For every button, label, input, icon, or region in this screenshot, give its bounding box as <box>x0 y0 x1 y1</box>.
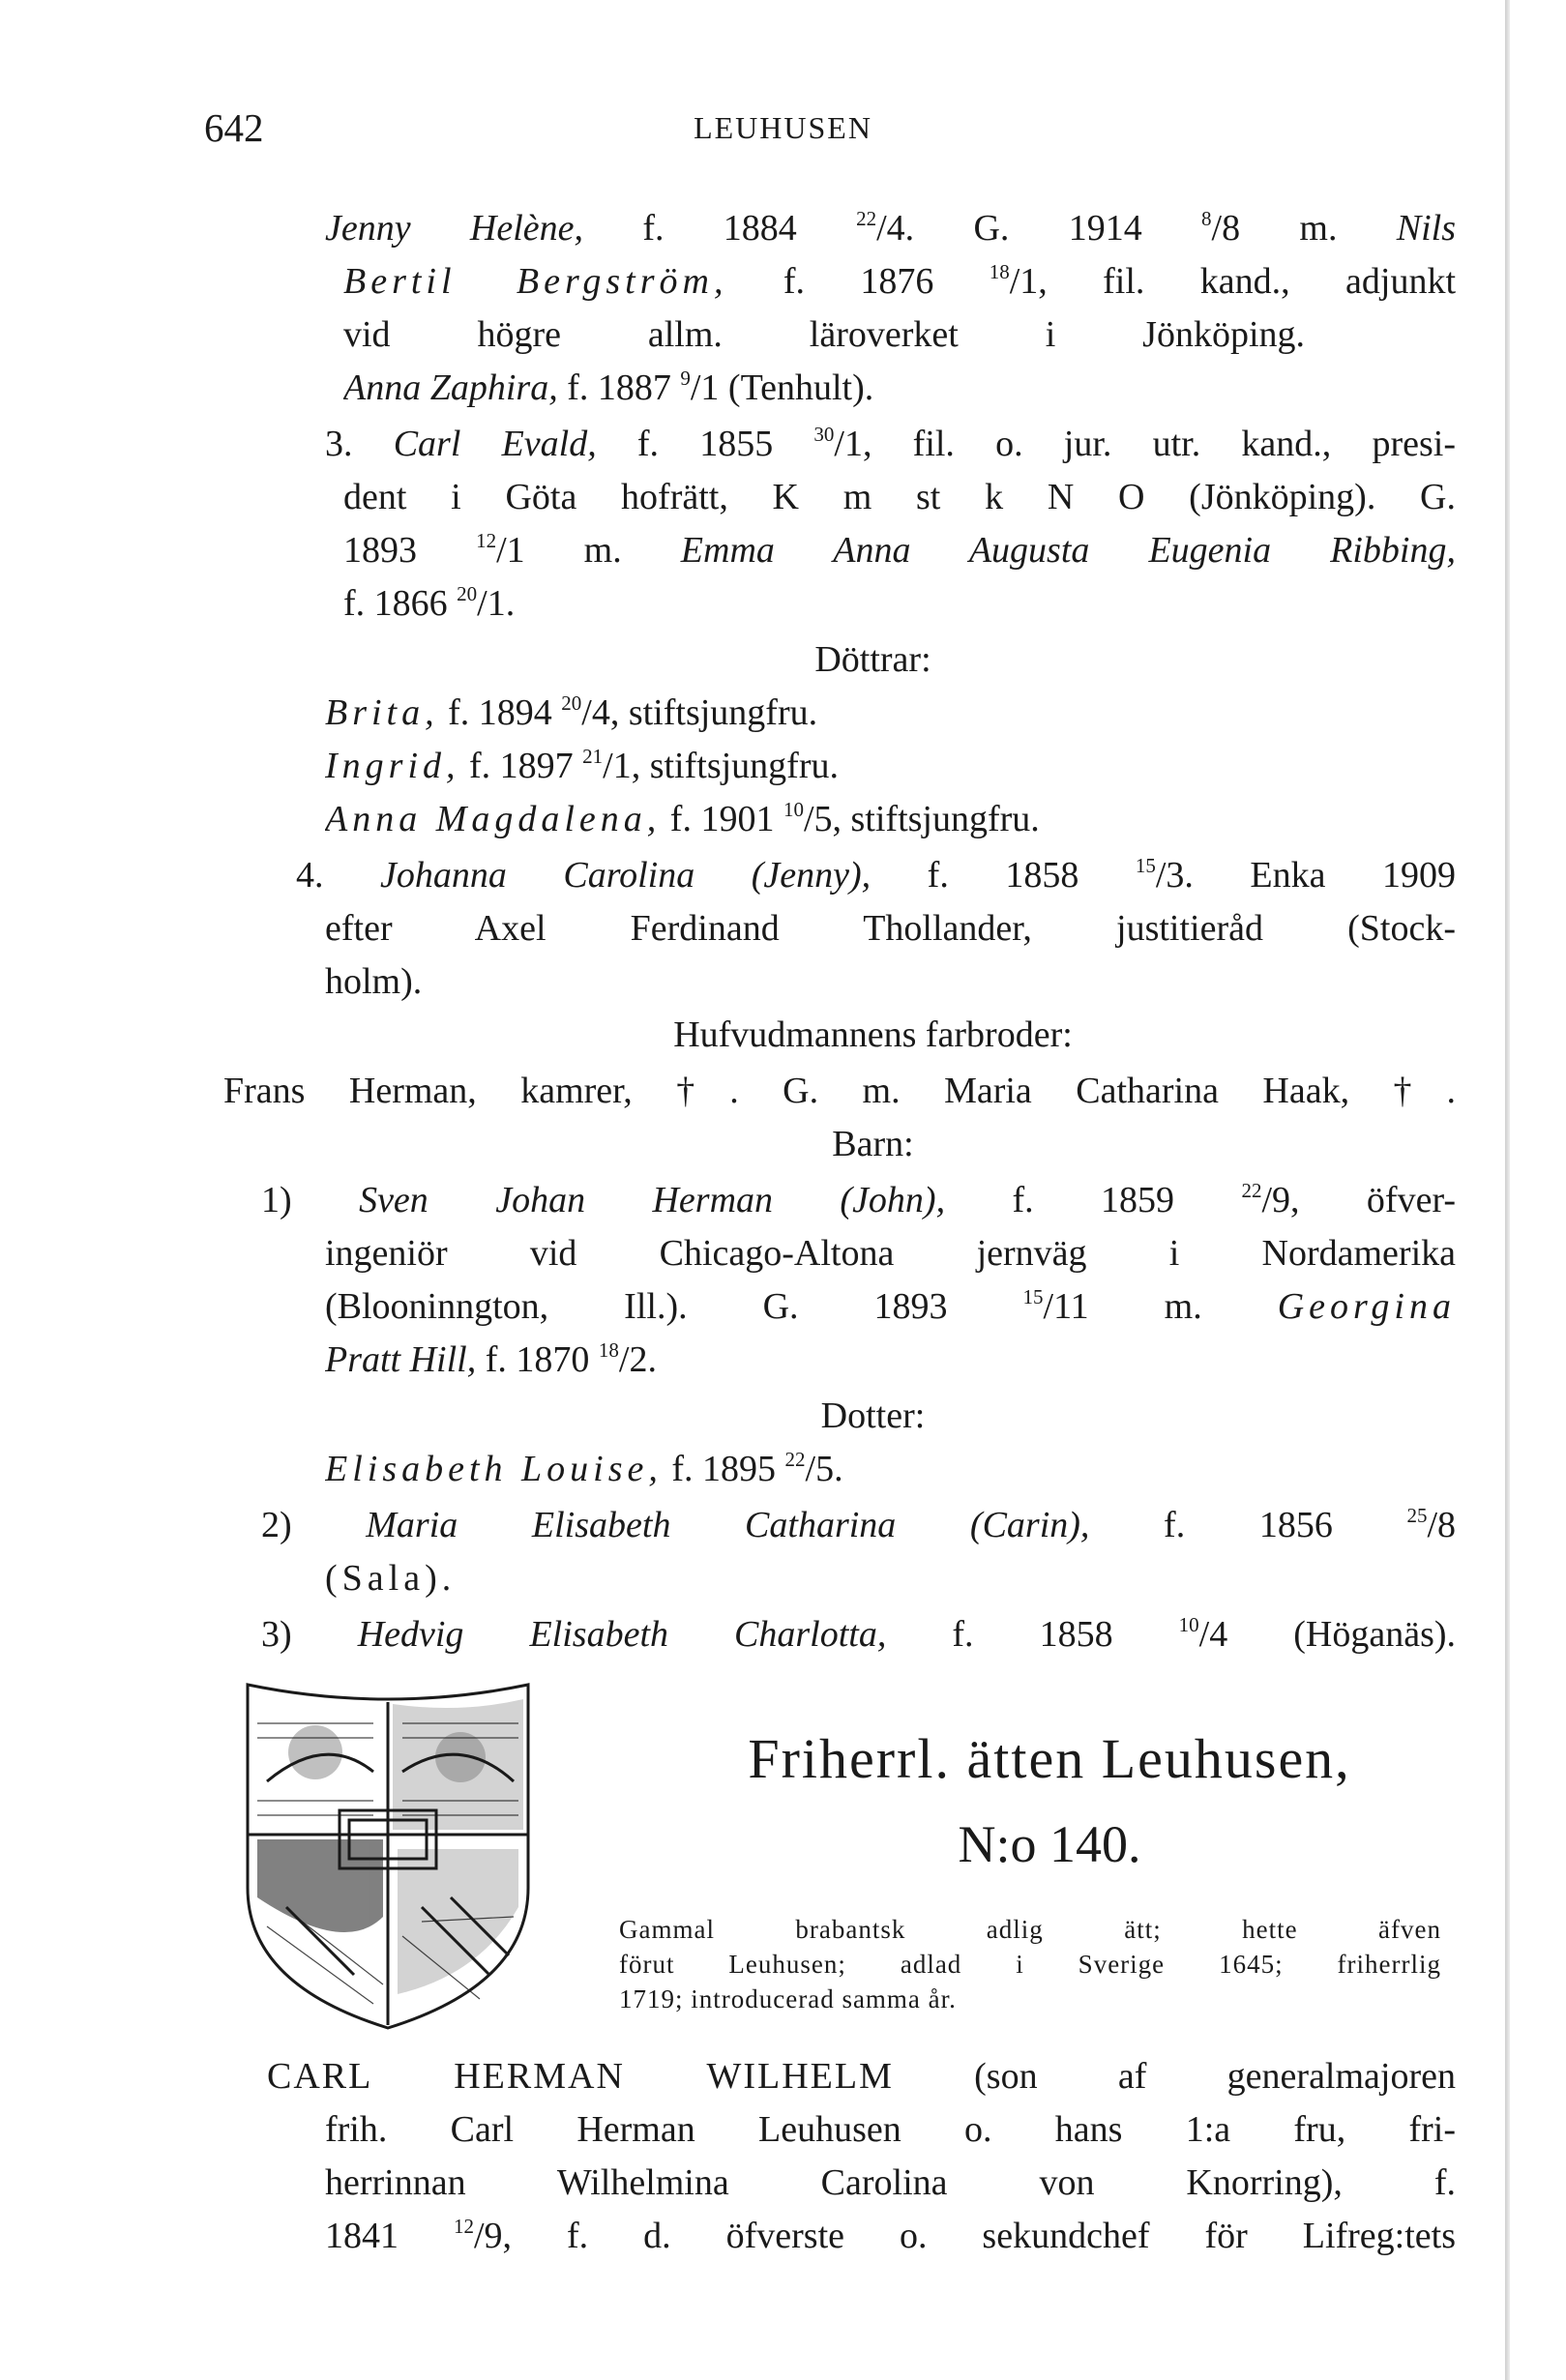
entry-line: Anna Zaphira, f. 1887 $^9$/1 (Tenhult). <box>343 367 874 408</box>
entry-line: Bertil Bergström, f. 1876 $^{18}$/1, fil. kand., adjunkt <box>343 260 1456 302</box>
page-edge <box>1505 0 1510 2380</box>
entry-line: Elisabeth Louise, f. 1895 $^{22}$/5. <box>325 1448 843 1489</box>
entry-line: Frans Herman, kamrer, †. G. m. Maria Catharina Haak, †. <box>223 1071 1456 1111</box>
entry-line: 2) Maria Elisabeth Catharina (Carin), f. 1856 $^{25}$/8 <box>261 1504 1456 1545</box>
family-title: Friherrl. ätten Leuhusen, <box>748 1727 1351 1790</box>
entry-line: Brita, f. 1894 $^{20}$/4, stiftsjungfru. <box>325 691 818 733</box>
entry-line: vid högre allm. läroverket i Jönköping. <box>343 314 1305 355</box>
entry-line: 1893 $^{12}$/1 m. Emma Anna Augusta Eugenia Ribbing, <box>343 529 1456 571</box>
entry-line: Pratt Hill, f. 1870 $^{18}$/2. <box>325 1338 657 1380</box>
section-heading: Dotter: <box>820 1396 926 1436</box>
page-number: 642 <box>204 105 264 150</box>
entry-line: dent i Göta hofrätt, K m st k N O (Jönköping). G. <box>343 477 1456 517</box>
entry-line: 3. Carl Evald, f. 1855 $^{30}$/1, fil. o. jur. utr. kand., presi- <box>325 423 1456 464</box>
entry-line: Jenny Helène, f. 1884 $^{22}$/4. G. 1914 $^8$/8 m. Nils <box>325 207 1456 249</box>
entry-line: ingeniör vid Chicago-Altona jernväg i Nordamerika <box>325 1233 1456 1274</box>
entry-line: efter Axel Ferdinand Thollander, justitieråd (Stock- <box>325 908 1456 949</box>
entry-line: (Blooninngton, Ill.). G. 1893 $^{15}$/11 m. Georgina <box>325 1285 1456 1327</box>
entry-line: frih. Carl Herman Leuhusen o. hans 1:a fru, fri- <box>325 2109 1456 2150</box>
running-head: LEUHUSEN <box>694 110 872 145</box>
family-description-line: 1719; introducerad samma år. <box>619 1984 957 2013</box>
entry-line: Anna Magdalena, f. 1901 $^{10}$/5, stiftsjungfru. <box>325 798 1040 839</box>
entry-line: (Sala). <box>325 1558 457 1599</box>
coat-of-arms-image <box>228 1665 547 2042</box>
family-description-line: Gammal brabantsk adlig ätt; hette äfven <box>619 1915 1441 1944</box>
family-description-line: förut Leuhusen; adlad i Sverige 1645; friherrlig <box>619 1950 1441 1979</box>
entry-line: 1841 $^{12}$/9, f. d. öfverste o. sekundchef för Lifreg:tets <box>325 2215 1456 2256</box>
section-heading: Hufvudmannens farbroder: <box>673 1014 1073 1055</box>
section-heading: Döttrar: <box>814 639 931 680</box>
entry-line: 3) Hedvig Elisabeth Charlotta, f. 1858 $^{10}$/4 (Höganäs). <box>261 1613 1456 1655</box>
entry-line: herrinnan Wilhelmina Carolina von Knorring), f. <box>325 2162 1456 2203</box>
entry-line: 1) Sven Johan Herman (John), f. 1859 $^{22}$/9, öfver- <box>261 1179 1456 1220</box>
entry-line: Ingrid, f. 1897 $^{21}$/1, stiftsjungfru. <box>325 745 839 786</box>
family-number: N:o 140. <box>958 1815 1141 1873</box>
entry-line: f. 1866 $^{20}$/1. <box>343 582 516 624</box>
entry-line: holm). <box>325 961 423 1002</box>
entry-line: 4. Johanna Carolina (Jenny), f. 1858 $^{15}$/3. Enka 1909 <box>296 854 1456 896</box>
section-heading: Barn: <box>832 1124 914 1164</box>
entry-line: CARL HERMAN WILHELM (son af generalmajoren <box>267 2056 1456 2097</box>
